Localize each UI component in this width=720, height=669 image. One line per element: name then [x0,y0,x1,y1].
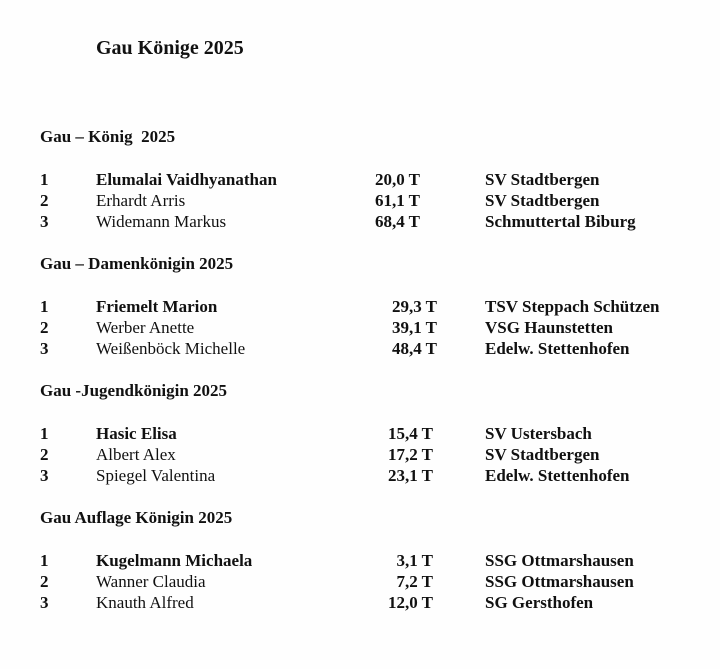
result-row [0,592,720,613]
rank: 1 [40,424,49,443]
club: Edelw. Stettenhofen [485,466,630,485]
score: 12,0 T [387,593,433,612]
name: Knauth Alfred [96,593,194,612]
section-gau-damenkoenigin [0,254,720,364]
score: 20,0 T [374,170,420,189]
rank: 2 [40,445,49,464]
section-gau-koenig [0,127,720,237]
name: Erhardt Arris [96,191,186,210]
page-title: Gau Könige 2025 [96,37,244,59]
name: Elumalai Vaidhyanathan [96,170,277,189]
club: VSG Haunstetten [485,318,613,337]
result-row [0,444,720,465]
result-row [0,190,720,211]
result-row [0,423,720,444]
club: SV Stadtbergen [485,445,600,464]
score: 39,1 T [391,318,437,337]
rank: 2 [40,191,49,210]
name: Hasic Elisa [96,424,177,443]
section-heading: Gau -Jugendkönigin 2025 [40,381,228,400]
score: 23,1 T [387,466,433,485]
score: 7,2 T [396,572,433,591]
section-heading: Gau – Damenkönigin 2025 [40,254,234,273]
result-row [0,169,720,190]
score: 68,4 T [374,212,420,231]
club: SV Ustersbach [485,424,592,443]
rank: 3 [40,212,49,231]
score: 61,1 T [374,191,420,210]
rank: 1 [40,551,49,570]
rank: 1 [40,170,49,189]
rank: 2 [40,572,49,591]
name: Widemann Markus [96,212,227,231]
score: 29,3 T [391,297,437,316]
section-heading: Gau – König 2025 [40,127,176,146]
name: Kugelmann Michaela [96,551,253,570]
club: SV Stadtbergen [485,191,600,210]
rank: 3 [40,339,49,358]
score: 48,4 T [391,339,437,358]
result-row [0,211,720,232]
result-row [0,317,720,338]
score: 3,1 T [396,551,433,570]
name: Werber Anette [96,318,195,337]
club: SV Stadtbergen [485,170,600,189]
name: Spiegel Valentina [96,466,216,485]
section-gau-jugendkoenigin [0,381,720,491]
result-row [0,296,720,317]
score: 17,2 T [387,445,433,464]
result-row [0,465,720,486]
club: TSV Steppach Schützen [485,297,660,316]
club: SSG Ottmarshausen [485,551,634,570]
name: Wanner Claudia [96,572,206,591]
club: SG Gersthofen [485,593,594,612]
name: Weißenböck Michelle [96,339,246,358]
name: Friemelt Marion [96,297,218,316]
rank: 2 [40,318,49,337]
rank: 1 [40,297,49,316]
section-heading: Gau Auflage Königin 2025 [40,508,233,527]
score: 15,4 T [387,424,433,443]
result-row [0,338,720,359]
rank: 3 [40,593,49,612]
club: SSG Ottmarshausen [485,572,634,591]
result-row [0,571,720,592]
rank: 3 [40,466,49,485]
club: Schmuttertal Biburg [485,212,636,231]
name: Albert Alex [96,445,176,464]
club: Edelw. Stettenhofen [485,339,630,358]
section-gau-auflage-koenigin [0,508,720,618]
result-row [0,550,720,571]
